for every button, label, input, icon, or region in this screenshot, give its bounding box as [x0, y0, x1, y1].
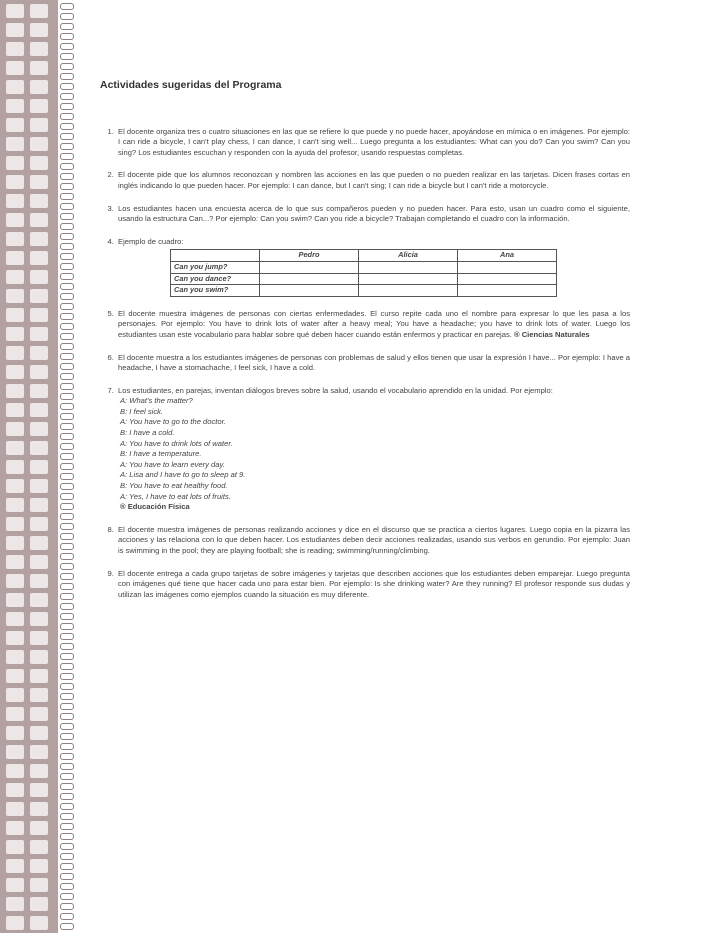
filmstrip-cell	[30, 593, 48, 607]
filmstrip-cell	[6, 23, 24, 37]
filmstrip-cell	[6, 498, 24, 512]
filmstrip-cell	[30, 308, 48, 322]
filmstrip-cell	[6, 650, 24, 664]
subject-tag: ® Educación Física	[120, 502, 190, 512]
spiral-ring	[60, 713, 74, 720]
spiral-ring	[60, 83, 74, 90]
dialogue-line: B: I have a temperature.	[120, 449, 202, 459]
table-cell	[359, 273, 458, 285]
spiral-ring	[60, 893, 74, 900]
spiral-ring	[60, 563, 74, 570]
table-header-cell: Ana	[458, 250, 557, 262]
activity-item-5: 5. El docente muestra imágenes de personas con ciertas enfermedades. El curso repite cada uno el nombre para expresar lo que les pasa a los personajes. Por ejemplo: You have to drink lots of water after a heavy meal; You have a headache; you have to drink lots of water. Luego los estudiantes usan este vocabulario para hablar sobre qué deben hacer cuando están enfermos y practicar en parejas. ® Ciencias Naturales	[116, 309, 630, 341]
filmstrip-cell	[30, 213, 48, 227]
filmstrip-cell	[30, 384, 48, 398]
filmstrip-cell	[30, 631, 48, 645]
filmstrip-cell	[30, 821, 48, 835]
spiral-ring	[60, 863, 74, 870]
table-row-label: Can you dance?	[171, 273, 260, 285]
spiral-ring	[60, 403, 74, 410]
filmstrip-cell	[30, 251, 48, 265]
filmstrip-cell	[30, 4, 48, 18]
filmstrip-cell	[30, 840, 48, 854]
filmstrip-cell	[6, 251, 24, 265]
spiral-ring	[60, 653, 74, 660]
filmstrip-cell	[6, 783, 24, 797]
activity-item-3: 3. Los estudiantes hacen una encuesta acerca de lo que sus compañeros pueden y no pueden hacer. Para esto, usan un cuadro como el siguiente, usando la estructura Can...? Por ejemplo: Can you swim? Can you ride a bicycle? Trabajan completando el cuadro con la información.	[116, 204, 630, 225]
spiral-ring	[60, 523, 74, 530]
filmstrip-cell	[30, 878, 48, 892]
table-cell	[260, 285, 359, 297]
table-cell	[458, 285, 557, 297]
table-header-row	[171, 250, 557, 262]
spiral-ring	[60, 263, 74, 270]
filmstrip-cell	[30, 422, 48, 436]
spiral-ring	[60, 173, 74, 180]
table-row	[171, 273, 557, 285]
spiral-ring	[60, 743, 74, 750]
filmstrip-cell	[6, 270, 24, 284]
spiral-ring	[60, 153, 74, 160]
spiral-ring	[60, 703, 74, 710]
spiral-ring	[60, 33, 74, 40]
filmstrip-cell	[30, 23, 48, 37]
filmstrip-cell	[6, 137, 24, 151]
spiral-ring	[60, 363, 74, 370]
spiral-ring	[60, 803, 74, 810]
spiral-ring	[60, 613, 74, 620]
filmstrip-cell	[6, 232, 24, 246]
spiral-ring	[60, 623, 74, 630]
filmstrip-cell	[6, 346, 24, 360]
spiral-ring	[60, 913, 74, 920]
spiral-ring	[60, 793, 74, 800]
filmstrip-cell	[30, 745, 48, 759]
dialogue-line: B: You have to eat healthy food.	[120, 481, 228, 491]
filmstrip-cell	[6, 194, 24, 208]
spiral-ring	[60, 53, 74, 60]
filmstrip-cell	[30, 555, 48, 569]
table-row	[171, 285, 557, 297]
spiral-ring	[60, 763, 74, 770]
spiral-ring	[60, 643, 74, 650]
filmstrip-cell	[30, 612, 48, 626]
filmstrip-cell	[6, 365, 24, 379]
filmstrip-cell	[30, 574, 48, 588]
spiral-ring	[60, 193, 74, 200]
table-header-cell: Pedro	[260, 250, 359, 262]
filmstrip-cell	[30, 688, 48, 702]
filmstrip-cell	[6, 916, 24, 930]
spiral-ring	[60, 23, 74, 30]
filmstrip-cell	[30, 118, 48, 132]
filmstrip-cell	[6, 536, 24, 550]
filmstrip-cell	[6, 118, 24, 132]
filmstrip-cell	[6, 460, 24, 474]
activity-item-9: 9. El docente entrega a cada grupo tarjetas de sobre imágenes y tarjetas que describen acciones que los estudiantes deben emparejar. Luego pregunta con imágenes qué tiene que hacer cada uno para estar bien. Por ejemplo: Is she drinking water? Are they running? El profesor responde sus dudas y utilizan las imágenes como ejemplos cuando la situación es muy diferente.	[116, 569, 630, 601]
spiral-ring	[60, 753, 74, 760]
table-cell	[458, 273, 557, 285]
spiral-ring	[60, 203, 74, 210]
filmstrip-cell	[6, 308, 24, 322]
spiral-ring	[60, 443, 74, 450]
spiral-ring	[60, 73, 74, 80]
activity-list	[100, 127, 630, 601]
spiral-ring	[60, 603, 74, 610]
table-row-label: Can you swim?	[171, 285, 260, 297]
spiral-ring	[60, 303, 74, 310]
filmstrip-cell	[30, 346, 48, 360]
spiral-ring	[60, 243, 74, 250]
filmstrip-cell	[6, 688, 24, 702]
spiral-ring	[60, 423, 74, 430]
spiral-ring	[60, 143, 74, 150]
filmstrip-cell	[6, 213, 24, 227]
filmstrip-cell	[30, 916, 48, 930]
dialogue-line: A: Lisa and I have to go to sleep at 9.	[120, 470, 246, 480]
filmstrip-cell	[30, 99, 48, 113]
activity-item-2: 2. El docente pide que los alumnos reconozcan y nombren las acciones en las que pueden o no pueden realizar en las tarjetas. Dicen frases cortas en inglés indicando lo que pueden hacer. Por ejemplo: I can dance, but I can't sing; I can ride a bicycle but I can't ride a motorcycle.	[116, 170, 630, 191]
filmstrip-cell	[30, 137, 48, 151]
filmstrip-cell	[6, 156, 24, 170]
filmstrip-cell	[30, 707, 48, 721]
spiral-ring	[60, 13, 74, 20]
filmstrip-cell	[6, 612, 24, 626]
spiral-ring	[60, 3, 74, 10]
spiral-ring	[60, 773, 74, 780]
spiral-ring	[60, 693, 74, 700]
filmstrip-cell	[30, 365, 48, 379]
spiral-ring	[60, 343, 74, 350]
spiral-ring	[60, 433, 74, 440]
spiral-ring	[60, 463, 74, 470]
spiral-ring	[60, 593, 74, 600]
spiral-ring	[60, 233, 74, 240]
dialogue-line: A: Yes, I have to eat lots of fruits.	[120, 491, 231, 501]
spiral-ring	[60, 383, 74, 390]
filmstrip-cell	[6, 4, 24, 18]
filmstrip-cell	[6, 840, 24, 854]
filmstrip-cell	[30, 517, 48, 531]
spiral-ring	[60, 683, 74, 690]
filmstrip-cell	[30, 764, 48, 778]
subject-tag: ® Ciencias Naturales	[513, 329, 590, 339]
spiral-ring	[60, 283, 74, 290]
notebook-spiral-binding	[58, 0, 76, 933]
filmstrip-cell	[6, 707, 24, 721]
filmstrip-cell	[6, 745, 24, 759]
activity-item-4	[116, 237, 630, 297]
spiral-ring	[60, 123, 74, 130]
filmstrip-cell	[6, 175, 24, 189]
filmstrip-cell	[30, 80, 48, 94]
filmstrip-cell	[6, 327, 24, 341]
activity-item-8: 8. El docente muestra imágenes de personas realizando acciones y dice en el discurso que se practica a ciertos lugares. Luego copia en la pizarra las acciones y las relaciona con lo que deben hacer. Los estudiantes deben decir acciones realizadas, usando sus verbos en gerundio. Por ejemplo: Juan is swimming in the pool; they are playing football; she is reading; swimming/running/climbing.	[116, 525, 630, 557]
filmstrip-cell	[30, 536, 48, 550]
filmstrip-cell	[6, 897, 24, 911]
spiral-ring	[60, 573, 74, 580]
spiral-ring	[60, 183, 74, 190]
activity-item-7: 7. Los estudiantes, en parejas, inventan diálogos breves sobre la salud, usando el vocabulario aprendido en la unidad. Por ejemplo: A: What's the matter? B: I feel sick. A: You have to go to the doctor. B: I have a cold. A: You have to drink lots of water. B: I have a temperature. A: You have to learn every day. A: Lisa and I have to go to sleep at 9. B: You have to eat healthy food. A: Yes, I have to eat lots of fruits. ® Educación Física	[116, 386, 630, 513]
dialogue-line: A: What's the matter?	[120, 396, 193, 406]
filmstrip-cell	[30, 650, 48, 664]
dialogue-line: B: I feel sick.	[120, 406, 164, 416]
filmstrip-cell	[6, 422, 24, 436]
dialogue-line: A: You have to learn every day.	[120, 459, 225, 469]
filmstrip-cell	[30, 232, 48, 246]
spiral-ring	[60, 313, 74, 320]
filmstrip-cell	[30, 61, 48, 75]
spiral-ring	[60, 783, 74, 790]
spiral-ring	[60, 133, 74, 140]
spiral-ring	[60, 723, 74, 730]
dialogue-line: B: I have a cold.	[120, 428, 175, 438]
document-page	[100, 80, 630, 612]
filmstrip-cell	[6, 555, 24, 569]
spiral-ring	[60, 543, 74, 550]
filmstrip-cell	[30, 669, 48, 683]
filmstrip-cell	[6, 669, 24, 683]
filmstrip-cell	[30, 859, 48, 873]
spiral-ring	[60, 43, 74, 50]
filmstrip-cell	[30, 327, 48, 341]
filmstrip-cell	[30, 460, 48, 474]
spiral-ring	[60, 93, 74, 100]
spiral-ring	[60, 813, 74, 820]
filmstrip-cell	[6, 80, 24, 94]
spiral-ring	[60, 923, 74, 930]
filmstrip-cell	[6, 802, 24, 816]
filmstrip-cell	[6, 593, 24, 607]
spiral-ring	[60, 113, 74, 120]
spiral-ring	[60, 583, 74, 590]
filmstrip-cell	[30, 194, 48, 208]
spiral-ring	[60, 273, 74, 280]
filmstrip-cell	[6, 441, 24, 455]
spiral-ring	[60, 513, 74, 520]
table-header-cell	[171, 250, 260, 262]
spiral-ring	[60, 293, 74, 300]
filmstrip-cell	[6, 42, 24, 56]
spiral-ring	[60, 663, 74, 670]
spiral-ring	[60, 733, 74, 740]
spiral-ring	[60, 453, 74, 460]
activity-item-1: 1. El docente organiza tres o cuatro situaciones en las que se refiere lo que puede y no puede hacer, apoyándose en mímica o en imágenes. Por ejemplo: I can ride a bicycle, I can't play chess, I can dance, I can't sing well... Luego pregunta a los estudiantes: What can you do? Can you swim? Can you sing? Los estudiantes escuchan y responden con la ayuda del profesor, usando respuestas completas.	[116, 127, 630, 159]
spiral-ring	[60, 63, 74, 70]
spiral-ring	[60, 903, 74, 910]
spiral-ring	[60, 853, 74, 860]
filmstrip-cell	[6, 289, 24, 303]
spiral-ring	[60, 503, 74, 510]
filmstrip-cell	[6, 821, 24, 835]
activity-item-6: 6. El docente muestra a los estudiantes imágenes de personas con problemas de salud y ellos tienen que usar la expresión I have... Por ejemplo: I have a headache, I have a stomachache, I feel sick, I have a cold.	[116, 353, 630, 374]
page-title: Actividades sugeridas del Programa	[100, 79, 282, 91]
table-header-cell: Alicia	[359, 250, 458, 262]
filmstrip-cell	[6, 403, 24, 417]
filmstrip-cell	[6, 574, 24, 588]
dialogue-line: A: You have to drink lots of water.	[120, 438, 233, 448]
table-caption: 4. Ejemplo de cuadro:	[118, 236, 184, 246]
table-cell	[359, 285, 458, 297]
spiral-ring	[60, 103, 74, 110]
filmstrip-cell	[30, 479, 48, 493]
spiral-ring	[60, 213, 74, 220]
dialogue-example	[118, 396, 630, 513]
dialogue-line: A: You have to go to the doctor.	[120, 417, 226, 427]
filmstrip-cell	[30, 441, 48, 455]
filmstrip-cell	[6, 99, 24, 113]
table-cell	[458, 261, 557, 273]
table-cell	[260, 261, 359, 273]
spiral-ring	[60, 333, 74, 340]
spiral-ring	[60, 373, 74, 380]
spiral-ring	[60, 223, 74, 230]
spiral-ring	[60, 673, 74, 680]
filmstrip-cell	[30, 498, 48, 512]
spiral-ring	[60, 493, 74, 500]
filmstrip-cell	[6, 384, 24, 398]
spiral-ring	[60, 483, 74, 490]
filmstrip-cell	[30, 403, 48, 417]
filmstrip-cell	[6, 517, 24, 531]
filmstrip-cell	[30, 175, 48, 189]
filmstrip-cell	[30, 289, 48, 303]
notebook-filmstrip-border	[0, 0, 58, 933]
filmstrip-cell	[6, 878, 24, 892]
table-cell	[260, 273, 359, 285]
filmstrip-cell	[6, 61, 24, 75]
filmstrip-cell	[6, 726, 24, 740]
filmstrip-cell	[30, 156, 48, 170]
filmstrip-cell	[30, 726, 48, 740]
filmstrip-cell	[6, 631, 24, 645]
spiral-ring	[60, 163, 74, 170]
spiral-ring	[60, 413, 74, 420]
spiral-ring	[60, 253, 74, 260]
filmstrip-cell	[30, 783, 48, 797]
filmstrip-cell	[6, 764, 24, 778]
table-cell	[359, 261, 458, 273]
filmstrip-cell	[6, 479, 24, 493]
spiral-ring	[60, 823, 74, 830]
spiral-ring	[60, 323, 74, 330]
spiral-ring	[60, 473, 74, 480]
spiral-ring	[60, 883, 74, 890]
filmstrip-cell	[30, 897, 48, 911]
filmstrip-cell	[6, 859, 24, 873]
table-row-label: Can you jump?	[171, 261, 260, 273]
filmstrip-cell	[30, 802, 48, 816]
spiral-ring	[60, 843, 74, 850]
spiral-ring	[60, 353, 74, 360]
table-row	[171, 261, 557, 273]
spiral-ring	[60, 533, 74, 540]
spiral-ring	[60, 633, 74, 640]
spiral-ring	[60, 393, 74, 400]
survey-table	[170, 249, 557, 296]
filmstrip-cell	[30, 42, 48, 56]
spiral-ring	[60, 833, 74, 840]
spiral-ring	[60, 553, 74, 560]
spiral-ring	[60, 873, 74, 880]
filmstrip-cell	[30, 270, 48, 284]
